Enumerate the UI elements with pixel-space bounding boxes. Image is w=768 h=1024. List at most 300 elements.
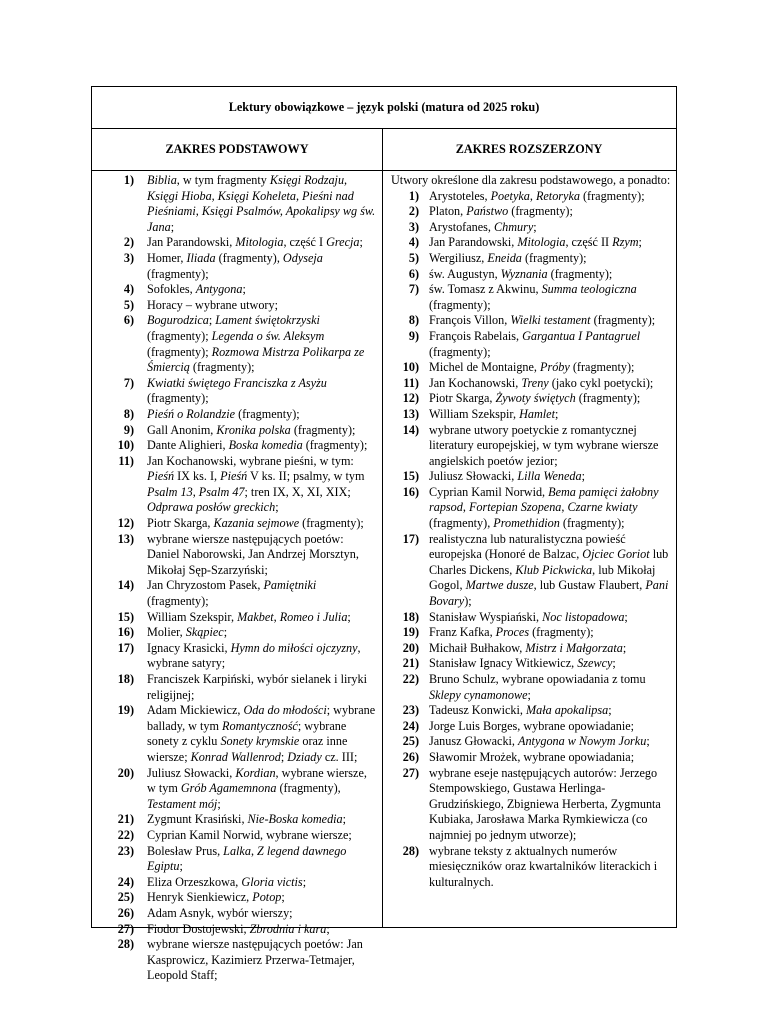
list-item-number: 22) (117, 827, 134, 842)
text-run: François Villon, (429, 313, 511, 328)
work-title: Antygona w Nowym Jorku (518, 734, 647, 749)
list-item-number: 23) (117, 843, 134, 858)
work-title: Mitologia (517, 235, 566, 250)
text-run: ; (281, 890, 285, 905)
list-item (114, 454, 376, 516)
list-item-text (147, 766, 376, 813)
text-run: Eliza Orzeszkowa, (147, 874, 242, 889)
list-item (391, 329, 671, 360)
list-item-text (147, 703, 376, 765)
text-run: (fragmenty); (299, 516, 364, 531)
text-run: Michel de Montaigne, (429, 360, 541, 375)
text-run: wybrane eseje następujących autorów: Jerzego Stempowskiego, Gustawa Herlinga-Grudzińskiego, Zbigniewa Herberta, Zygmunta Kubiaka, Jarosława Marka Rymkiewicza (co najmniej po jednym utworze); (429, 765, 661, 842)
list-item-number: 17) (117, 640, 134, 655)
work-title: Kazania sejmowe (213, 516, 300, 531)
work-title: Martwe dusze (465, 578, 534, 593)
list-item (391, 251, 671, 267)
text-run: , (529, 188, 536, 203)
work-title: Grób Agamemnona (180, 781, 277, 796)
list-item-number: 25) (117, 890, 134, 905)
list-item (114, 922, 376, 938)
list-item (391, 423, 671, 470)
list-item-number: 17) (402, 531, 419, 546)
text-run: wybrane teksty z aktualnych numerów miesięczników oraz kwartalników literackich i kulturalnych. (429, 843, 658, 889)
work-title: Boska komedia (228, 438, 303, 453)
text-run: (jako cykl poetycki); (548, 375, 654, 390)
work-title: Próby (540, 360, 570, 375)
text-run: , część I (283, 235, 327, 250)
text-run: Horacy – wybrane utwory; (147, 297, 278, 312)
list-item-text (147, 641, 376, 672)
list-item-number: 23) (402, 703, 419, 718)
text-run: (fragmenty); (235, 406, 300, 421)
work-title: Zbrodnia i kara (249, 921, 327, 936)
text-run: Bolesław Prus, (147, 843, 224, 858)
text-run: V ks. II; psalmy, w tym (247, 469, 365, 484)
work-title: Proces (495, 625, 530, 640)
work-title: Ojciec Goriot (582, 547, 650, 562)
list-item-text (147, 578, 376, 609)
work-title: Kwiatki świętego Franciszka z Asyżu (147, 375, 327, 390)
list-item-text (147, 438, 376, 454)
list-item-number: 7) (408, 282, 419, 297)
text-run: (fragmenty); (302, 438, 368, 453)
work-title: Rozmowa Mistrza Polikarpa ze Śmiercią (147, 344, 365, 375)
work-title: Pieśń (147, 469, 175, 484)
text-run: Gall Anonim, (147, 422, 217, 437)
text-run: Homer, (147, 250, 187, 265)
text-run: ; tren IX, X, XI, XIX; (244, 484, 351, 499)
text-run: Jan Parandowski, (429, 235, 518, 250)
list-item (391, 407, 671, 423)
list-item (114, 641, 376, 672)
reading-list-table (91, 86, 677, 983)
list-item-number: 18) (402, 609, 419, 624)
text-run: (fragmenty); (547, 266, 613, 281)
column-divider (382, 129, 383, 927)
text-run: , (561, 500, 568, 515)
text-run: ); (464, 594, 472, 609)
list-item (114, 251, 376, 282)
work-title: Pieśń o Rolandzie (147, 406, 236, 421)
text-run: Jan Chryzostom Pasek, (147, 578, 264, 593)
text-run: , (462, 500, 469, 515)
text-run: ; (612, 656, 616, 671)
work-title: Wyznania (500, 266, 548, 281)
text-run: Adam Mickiewicz, (147, 703, 244, 718)
text-run: ; (359, 235, 363, 250)
list-item-text (429, 423, 671, 470)
work-title: Z legend dawnego Egiptu (147, 843, 347, 874)
text-run: Piotr Skarga, (429, 391, 496, 406)
list-item-text (429, 204, 671, 220)
text-run: Jorge Luis Borges, wybrane opowiadanie; (429, 718, 635, 733)
text-run: cz. III; (321, 749, 358, 764)
list-item-number: 10) (117, 438, 134, 453)
list-item-number: 13) (117, 531, 134, 546)
list-item (114, 844, 376, 875)
list-item-number: 20) (402, 640, 419, 655)
list-item-number: 1) (123, 173, 134, 187)
text-run: Sławomir Mrożek, wybrane opowiadania; (429, 749, 635, 764)
text-run: (fragmenty); (147, 594, 209, 609)
work-title: Grecja (326, 235, 360, 250)
text-run: ; (217, 796, 221, 811)
list-item (114, 828, 376, 844)
list-item (114, 610, 376, 626)
text-run: Arystofanes, (429, 219, 494, 234)
text-run: ; (326, 921, 330, 936)
list-item (391, 844, 671, 891)
list-item-text (429, 656, 671, 672)
text-run: Janusz Głowacki, (429, 734, 519, 749)
text-run: Juliusz Słowacki, (429, 469, 518, 484)
text-run: Sofokles, (147, 282, 196, 297)
list-item (114, 875, 376, 891)
work-title: Odprawa posłów greckich (147, 500, 276, 515)
list-item-text (147, 937, 376, 984)
list-item (114, 625, 376, 641)
list-item-text (147, 235, 376, 251)
work-title: Hymn do miłości ojczyzny (230, 640, 358, 655)
work-title: Kronika polska (216, 422, 291, 437)
list-item-number: 7) (123, 375, 134, 390)
basic-reading-list (114, 173, 376, 984)
text-run: (fragmenty); (429, 344, 491, 359)
list-item-text (429, 329, 671, 360)
work-title: Nie-Boska komedia (247, 812, 343, 827)
work-title: Lalka (223, 843, 251, 858)
text-run: ; (179, 859, 183, 874)
work-title: Poetyka (490, 188, 530, 203)
work-title: Biblia (147, 173, 177, 187)
list-item (391, 532, 671, 610)
text-run: , część II (565, 235, 613, 250)
list-item-number: 25) (402, 734, 419, 749)
text-run: (fragmenty); (290, 422, 356, 437)
work-title: Antygona (195, 282, 243, 297)
list-item (391, 282, 671, 313)
text-run: św. Tomasz z Akwinu, (429, 282, 542, 297)
text-run: Cyprian Kamil Norwid, (429, 484, 549, 499)
list-item-number: 3) (408, 219, 419, 234)
text-run: IX ks. I, (174, 469, 221, 484)
work-title: Pieśń (220, 469, 248, 484)
text-run: ; (533, 219, 537, 234)
list-item-text (147, 844, 376, 875)
text-run: Tadeusz Konwicki, (429, 703, 526, 718)
list-item (391, 719, 671, 735)
list-item (391, 641, 671, 657)
list-item-text (429, 672, 671, 703)
list-item (114, 298, 376, 314)
list-item-text (147, 173, 376, 235)
work-title: Bogurodzica (147, 313, 209, 328)
text-run: Jan Kochanowski, wybrane pieśni, w tym: (147, 453, 354, 468)
work-title: Mała apokalipsa (525, 703, 609, 718)
text-run: ; (170, 219, 175, 234)
work-title: Chmury (493, 219, 534, 234)
text-run: Henryk Sienkiewicz, (147, 890, 253, 905)
list-item (114, 376, 376, 407)
list-item-text (429, 610, 671, 626)
text-run: Arystoteles, (429, 188, 491, 203)
list-item (391, 703, 671, 719)
work-title: Lament świętokrzyski (215, 313, 320, 328)
text-run: ; (622, 640, 627, 655)
text-run: ; (527, 687, 531, 702)
list-item-text (429, 267, 671, 283)
list-item (391, 672, 671, 703)
list-item (114, 578, 376, 609)
list-item-number: 22) (402, 672, 419, 686)
list-item-number: 13) (402, 406, 419, 421)
text-run: Franz Kafka, (429, 625, 496, 640)
text-run: (fragmenty); (569, 360, 635, 375)
text-run: Adam Asnyk, wybór wierszy; (147, 905, 293, 920)
list-item-number: 11) (403, 375, 419, 390)
list-item-number: 15) (402, 469, 419, 484)
work-title: Hamlet (519, 406, 555, 421)
text-run: (fragmenty); (147, 391, 209, 406)
list-item-text (147, 298, 376, 314)
text-run: św. Augustyn, (429, 266, 501, 281)
list-item (391, 267, 671, 283)
list-item-number: 19) (117, 703, 134, 718)
list-item (114, 313, 376, 375)
list-item-text (147, 890, 376, 906)
work-title: Wielki testament (510, 313, 591, 328)
list-item (391, 391, 671, 407)
document-title: Lektury obowiązkowe – język polski (matura od 2025 roku) (92, 87, 676, 129)
list-item-number: 16) (402, 484, 419, 499)
table-header-row (92, 129, 676, 171)
column-header-basic: ZAKRES PODSTAWOWY (165, 142, 309, 156)
list-item (391, 376, 671, 392)
text-run: ; (242, 282, 246, 297)
text-run: , wybrane wiersze, w tym (147, 765, 367, 796)
work-title: Psalm 13 (147, 484, 193, 499)
text-run: Michaił Bułhakow, (429, 640, 526, 655)
list-item-number: 5) (408, 250, 419, 265)
text-run: (fragmenty); (189, 360, 255, 375)
list-item (114, 766, 376, 813)
list-item-number: 3) (123, 250, 134, 265)
work-title: Sklepy cynamonowe (429, 687, 528, 702)
list-item-text (147, 812, 376, 828)
list-item (391, 204, 671, 220)
work-title: Legenda o św. Aleksym (211, 328, 325, 343)
list-item-number: 14) (402, 422, 419, 437)
work-title: Żywoty świętych (495, 391, 576, 406)
list-item-text (429, 750, 671, 766)
text-run: ; (223, 625, 228, 640)
text-run: ; wybrane sonety z cyklu (147, 718, 347, 749)
list-item-number: 27) (402, 765, 419, 780)
work-title: Rzym (612, 235, 639, 250)
list-item-text (429, 220, 671, 236)
text-run: , lub Gustaw Flaubert, (533, 578, 646, 593)
text-run: wybrane wiersze następujących poetów: Jan Kasprowicz, Kazimierz Przerwa-Tetmajer, Leopold Staff; (147, 937, 363, 983)
list-item-text (429, 376, 671, 392)
work-title: Romeo i Julia (279, 609, 348, 624)
work-title: Państwo (466, 204, 509, 219)
text-run: , lub Mikołaj Gogol, (429, 562, 656, 593)
list-item (391, 235, 671, 251)
text-run: (fragmenty); (579, 188, 645, 203)
list-item-text (147, 532, 376, 579)
list-item-text (429, 625, 671, 641)
text-run: Molier, (147, 625, 186, 640)
list-item (391, 485, 671, 532)
text-run: ; (275, 500, 279, 515)
text-run: ; wybrane ballady, w tym (147, 703, 376, 733)
list-item (391, 750, 671, 766)
list-item-text (429, 313, 671, 329)
text-run: (fragmenty); (575, 391, 641, 406)
text-run: (fragmenty); (559, 516, 625, 531)
text-run: Cyprian Kamil Norwid, wybrane wiersze; (147, 827, 352, 842)
text-run: ; (581, 469, 585, 484)
list-item-text (147, 376, 376, 407)
list-item-text (429, 235, 671, 251)
text-run: (fragmenty); (529, 625, 594, 640)
list-item-number: 24) (117, 874, 134, 889)
list-item-number: 28) (402, 843, 419, 858)
list-item-number: 20) (117, 765, 134, 780)
work-title: Pamiętniki (263, 578, 317, 593)
text-run: ; (280, 749, 288, 764)
list-item (114, 423, 376, 439)
text-run: ; (302, 874, 307, 889)
list-item-text (147, 313, 376, 375)
text-run: (fragmenty), (429, 516, 494, 531)
list-item-text (147, 454, 376, 516)
text-run: Zygmunt Krasiński, (147, 812, 248, 827)
list-item-number: 12) (117, 516, 134, 531)
list-item-text (429, 469, 671, 485)
list-item-text (147, 407, 376, 423)
list-item (114, 672, 376, 703)
list-item (391, 625, 671, 641)
list-item-text (429, 844, 671, 891)
text-run: Franciszek Karpiński, wybór sielanek i liryki religijnej; (147, 672, 367, 702)
work-title: Mitologia (235, 235, 284, 250)
list-item (391, 656, 671, 672)
text-run: lub Charles Dickens, (429, 547, 669, 577)
list-item-number: 19) (402, 625, 419, 640)
work-title: Sonety krymskie (220, 734, 300, 749)
list-item-text (429, 407, 671, 423)
list-item (114, 703, 376, 765)
work-title: Summa teologiczna (541, 282, 637, 297)
text-run: Piotr Skarga, (147, 516, 214, 531)
list-item-text (147, 610, 376, 626)
work-title: Psalm 47 (198, 484, 245, 499)
list-item-number: 9) (123, 422, 134, 437)
work-title: Pani Bovary (429, 578, 669, 609)
work-title: Potop (252, 890, 282, 905)
list-item (391, 313, 671, 329)
work-title: Klub Pickwicka (515, 562, 593, 577)
list-item (114, 890, 376, 906)
work-title: Retoryka (535, 188, 580, 203)
list-item-text (147, 423, 376, 439)
work-title: Mistrz i Małgorzata (525, 640, 623, 655)
list-item (114, 937, 376, 984)
text-run: Ignacy Krasicki, (147, 640, 231, 655)
text-run: William Szekspir, (429, 406, 520, 421)
work-title: Szewcy (577, 656, 613, 671)
list-item-text (429, 766, 671, 844)
list-item (391, 220, 671, 236)
list-item-text (147, 922, 376, 938)
text-run: (fragmenty); (147, 266, 209, 281)
text-run: Jan Parandowski, (147, 235, 236, 250)
work-title: Księgi Rodzaju, Księgi Hioba, Księgi Koheleta, Pieśni nad Pieśniami, Księgi Psalmów, Apokalipsy wg św. Jana (147, 173, 376, 234)
text-run: ; (608, 703, 612, 718)
work-title: Oda do młodości (243, 703, 327, 718)
text-run: ; (342, 812, 347, 827)
list-item-number: 24) (402, 718, 419, 733)
list-item-text (147, 875, 376, 891)
text-run: , (250, 843, 258, 858)
work-title: Treny (521, 375, 549, 390)
work-title: Czarne kwiaty (567, 500, 638, 515)
text-run: (fragmenty), (276, 781, 341, 796)
list-item-number: 11) (118, 453, 134, 468)
text-run: (fragmenty); (521, 250, 587, 265)
work-title: Konrad Wallenrod (190, 749, 281, 764)
text-run: Platon, (429, 204, 467, 219)
text-run: Stanisław Wyspiański, (429, 609, 543, 624)
list-item-number: 12) (402, 391, 419, 406)
text-run: William Szekspir, (147, 609, 238, 624)
list-item-number: 6) (123, 313, 134, 328)
list-item-text (429, 391, 671, 407)
list-item (391, 360, 671, 376)
text-run: (fragmenty); (429, 297, 491, 312)
list-item-number: 5) (123, 297, 134, 312)
work-title: Bema pamięci żałobny rapsod (429, 484, 659, 515)
list-item-number: 8) (408, 313, 419, 328)
text-run: (fragmenty); (508, 204, 573, 219)
work-title: Skąpiec (185, 625, 224, 640)
list-item-text (147, 828, 376, 844)
text-run: oraz inne wiersze; (147, 734, 348, 764)
list-item-text (429, 641, 671, 657)
work-title: Gargantua I Pantagruel (522, 328, 641, 343)
text-run: (fragmenty), (215, 250, 283, 265)
text-run: François Rabelais, (429, 328, 523, 343)
list-item-text (429, 360, 671, 376)
list-item-number: 4) (408, 235, 419, 250)
work-title: Gloria victis (241, 874, 303, 889)
work-title: Eneida (487, 250, 522, 265)
text-run: wybrane utwory poetyckie z romantycznej literatury europejskiej, w tym wybrane wiersze angielskich poetów jezior; (429, 422, 659, 468)
extended-reading-list (391, 189, 671, 891)
list-item-text (429, 703, 671, 719)
list-item-number: 2) (408, 204, 419, 219)
list-item-number: 14) (117, 578, 134, 593)
list-item (114, 173, 376, 235)
list-item-number: 6) (408, 266, 419, 281)
list-item-text (429, 282, 671, 313)
work-title: Iliada (186, 250, 216, 265)
list-item-number: 2) (123, 235, 134, 250)
text-run: , w tym fragmenty (176, 173, 270, 187)
list-item-number: 26) (402, 749, 419, 764)
